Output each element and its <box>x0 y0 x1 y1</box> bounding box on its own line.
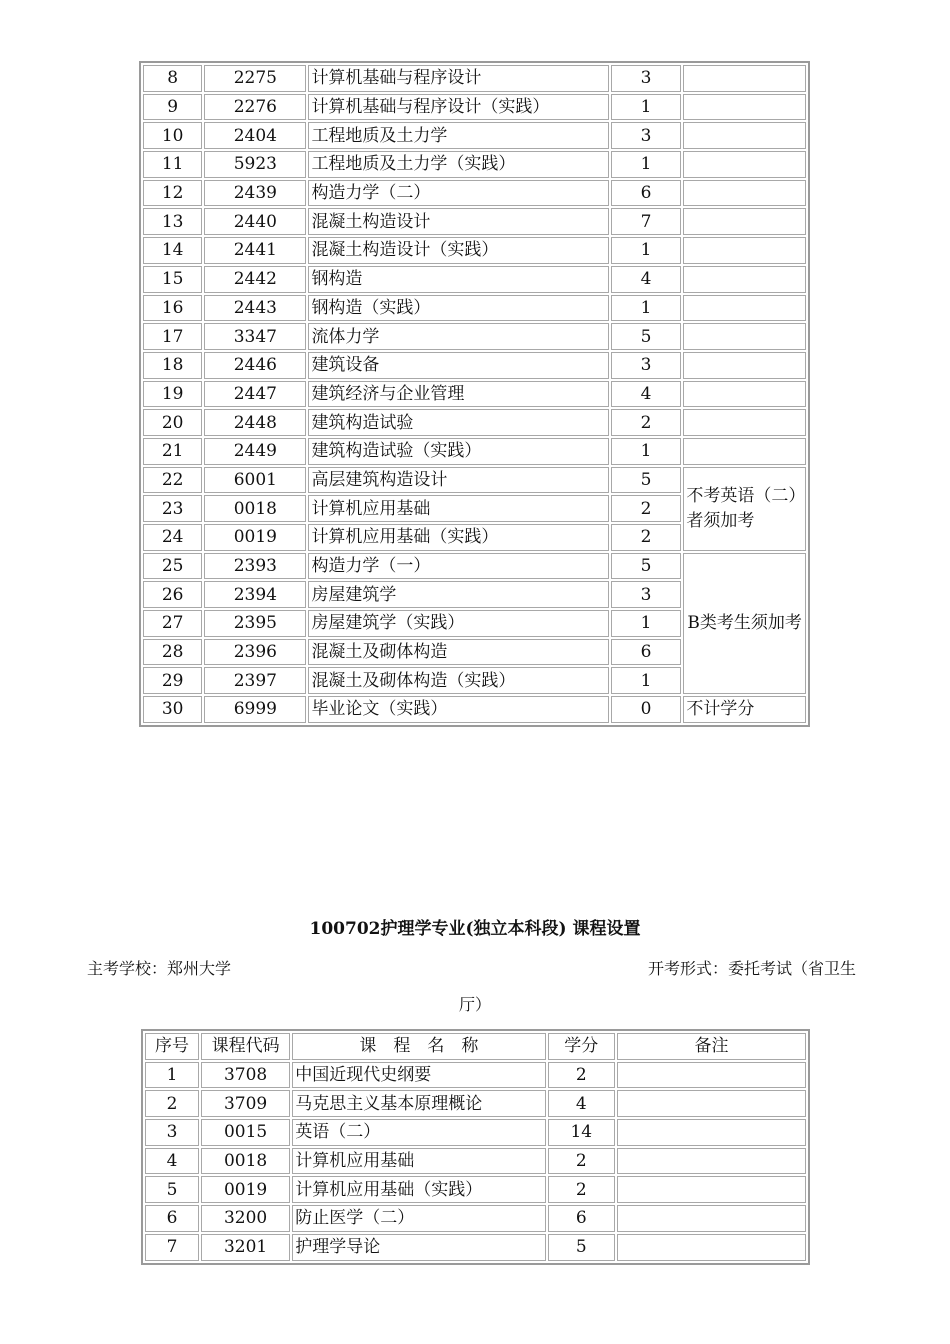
table-row <box>145 1234 806 1261</box>
course-code: 6999 <box>204 696 306 723</box>
course-name: 计算机应用基础（实践） <box>308 524 608 551</box>
course-credits: 5 <box>611 323 682 350</box>
remarks-cell <box>683 208 806 235</box>
table-row <box>143 266 806 293</box>
course-code: 2440 <box>204 208 306 235</box>
table-row <box>143 65 806 92</box>
row-index: 8 <box>143 65 202 92</box>
header-course-name: 课 程 名 称 <box>292 1033 545 1060</box>
course-credits: 7 <box>611 208 682 235</box>
course-name: 中国近现代史纲要 <box>292 1062 545 1089</box>
course-credits: 2 <box>611 495 682 522</box>
course-credits: 1 <box>611 151 682 178</box>
remarks-cell <box>683 295 806 322</box>
course-credits: 3 <box>611 65 682 92</box>
table-row <box>143 180 806 207</box>
remarks-cell <box>617 1062 806 1089</box>
course-credits: 2 <box>611 524 682 551</box>
course-code: 3708 <box>201 1062 290 1089</box>
remarks-thesis-note: 不计学分 <box>683 696 806 723</box>
header-code: 课程代码 <box>201 1033 290 1060</box>
course-credits: 6 <box>548 1205 615 1232</box>
remarks-cell <box>683 381 806 408</box>
row-index: 28 <box>143 639 202 666</box>
row-index: 14 <box>143 237 202 264</box>
table-row <box>143 295 806 322</box>
row-index: 22 <box>143 467 202 494</box>
course-code: 3200 <box>201 1205 290 1232</box>
course-code: 2446 <box>204 352 306 379</box>
course-name: 工程地质及土力学 <box>308 122 608 149</box>
remarks-cell <box>617 1176 806 1203</box>
row-index: 16 <box>143 295 202 322</box>
course-credits: 1 <box>611 295 682 322</box>
course-name: 计算机应用基础（实践） <box>292 1176 545 1203</box>
course-name: 建筑构造试验 <box>308 409 608 436</box>
course-code: 0019 <box>204 524 306 551</box>
course-code: 6001 <box>204 467 306 494</box>
remarks-cell <box>617 1090 806 1117</box>
table-row <box>143 208 806 235</box>
course-credits: 6 <box>611 639 682 666</box>
course-name: 混凝土构造设计（实践） <box>308 237 608 264</box>
row-index: 18 <box>143 352 202 379</box>
course-credits: 1 <box>611 438 682 465</box>
remarks-cell <box>683 94 806 121</box>
course-name: 高层建筑构造设计 <box>308 467 608 494</box>
course-name: 建筑经济与企业管理 <box>308 381 608 408</box>
row-index: 21 <box>143 438 202 465</box>
table-row <box>143 409 806 436</box>
course-name: 建筑设备 <box>308 352 608 379</box>
row-index: 24 <box>143 524 202 551</box>
course-name: 防止医学（二） <box>292 1205 545 1232</box>
table-row <box>145 1090 806 1117</box>
table-row <box>143 438 806 465</box>
remarks-cell <box>617 1119 806 1146</box>
course-code: 2404 <box>204 122 306 149</box>
table-row <box>143 94 806 121</box>
remarks-cell <box>683 122 806 149</box>
course-code: 5923 <box>204 151 306 178</box>
remarks-cell <box>617 1205 806 1232</box>
course-code: 2442 <box>204 266 306 293</box>
course-credits: 4 <box>611 381 682 408</box>
row-index: 12 <box>143 180 202 207</box>
table-row <box>143 467 806 494</box>
course-name: 房屋建筑学（实践） <box>308 610 608 637</box>
course-code: 2447 <box>204 381 306 408</box>
table-row <box>145 1205 806 1232</box>
course-code: 2275 <box>204 65 306 92</box>
section-title: 100702护理学专业(独立本科段) 课程设置 <box>309 919 641 939</box>
remarks-cell <box>683 180 806 207</box>
row-index: 6 <box>145 1205 199 1232</box>
course-name: 计算机基础与程序设计（实践） <box>308 94 608 121</box>
course-name: 工程地质及土力学（实践） <box>308 151 608 178</box>
course-code: 0019 <box>201 1176 290 1203</box>
course-name: 混凝土构造设计 <box>308 208 608 235</box>
course-credits: 1 <box>611 667 682 694</box>
course-name: 构造力学（一） <box>308 553 608 580</box>
course-code: 2276 <box>204 94 306 121</box>
course-name: 毕业论文（实践） <box>308 696 608 723</box>
course-name: 计算机应用基础 <box>308 495 608 522</box>
course-credits: 3 <box>611 122 682 149</box>
remarks-cell <box>683 409 806 436</box>
course-credits: 0 <box>611 696 682 723</box>
row-index: 30 <box>143 696 202 723</box>
course-credits: 4 <box>548 1090 615 1117</box>
table-row <box>145 1119 806 1146</box>
course-credits: 1 <box>611 610 682 637</box>
row-index: 2 <box>145 1090 199 1117</box>
course-code: 2441 <box>204 237 306 264</box>
course-name: 建筑构造试验（实践） <box>308 438 608 465</box>
row-index: 9 <box>143 94 202 121</box>
row-index: 1 <box>145 1062 199 1089</box>
nursing-course-table <box>141 1029 810 1265</box>
remarks-english-note: 不考英语（二）者须加考 <box>683 467 806 551</box>
table-row <box>143 237 806 264</box>
remarks-cell <box>683 65 806 92</box>
course-code: 2394 <box>204 581 306 608</box>
table-row <box>143 381 806 408</box>
remarks-b-note: B类考生须加考 <box>683 553 806 694</box>
course-name: 房屋建筑学 <box>308 581 608 608</box>
course-code: 2393 <box>204 553 306 580</box>
row-index: 27 <box>143 610 202 637</box>
header-credits: 学分 <box>548 1033 615 1060</box>
table-row <box>145 1148 806 1175</box>
row-index: 23 <box>143 495 202 522</box>
course-credits: 3 <box>611 352 682 379</box>
row-index: 4 <box>145 1148 199 1175</box>
course-code: 3201 <box>201 1234 290 1261</box>
course-code: 0018 <box>204 495 306 522</box>
remarks-cell <box>683 237 806 264</box>
row-index: 13 <box>143 208 202 235</box>
course-code: 2439 <box>204 180 306 207</box>
course-credits: 4 <box>611 266 682 293</box>
table-row <box>143 352 806 379</box>
row-index: 26 <box>143 581 202 608</box>
remarks-cell <box>683 352 806 379</box>
course-credits: 14 <box>548 1119 615 1146</box>
course-code: 2397 <box>204 667 306 694</box>
course-table-continued <box>139 61 810 727</box>
table-row <box>145 1176 806 1203</box>
row-index: 3 <box>145 1119 199 1146</box>
table-row <box>143 323 806 350</box>
course-credits: 3 <box>611 581 682 608</box>
course-credits: 1 <box>611 237 682 264</box>
table-header-row <box>145 1033 806 1060</box>
host-school: 主考学校：郑州大学 <box>87 959 232 978</box>
row-index: 10 <box>143 122 202 149</box>
course-code: 0018 <box>201 1148 290 1175</box>
remarks-cell <box>683 266 806 293</box>
remarks-cell <box>617 1148 806 1175</box>
course-credits: 5 <box>611 467 682 494</box>
exam-form: 开考形式：委托考试（省卫生 <box>648 959 857 978</box>
course-credits: 2 <box>548 1062 615 1089</box>
course-code: 2443 <box>204 295 306 322</box>
course-name: 英语（二） <box>292 1119 545 1146</box>
course-name: 钢构造 <box>308 266 608 293</box>
row-index: 20 <box>143 409 202 436</box>
course-code: 2395 <box>204 610 306 637</box>
course-name: 计算机应用基础 <box>292 1148 545 1175</box>
row-index: 7 <box>145 1234 199 1261</box>
exam-form-continued: 厅） <box>459 995 492 1014</box>
course-code: 0015 <box>201 1119 290 1146</box>
course-name: 护理学导论 <box>292 1234 545 1261</box>
row-index: 11 <box>143 151 202 178</box>
row-index: 29 <box>143 667 202 694</box>
course-code: 2449 <box>204 438 306 465</box>
course-name: 计算机基础与程序设计 <box>308 65 608 92</box>
course-name: 混凝土及砌体构造（实践） <box>308 667 608 694</box>
course-name: 混凝土及砌体构造 <box>308 639 608 666</box>
course-credits: 5 <box>611 553 682 580</box>
course-name: 流体力学 <box>308 323 608 350</box>
remarks-cell <box>683 323 806 350</box>
row-index: 17 <box>143 323 202 350</box>
header-remarks: 备注 <box>617 1033 806 1060</box>
course-code: 2396 <box>204 639 306 666</box>
course-name: 马克思主义基本原理概论 <box>292 1090 545 1117</box>
course-credits: 2 <box>548 1176 615 1203</box>
course-credits: 2 <box>611 409 682 436</box>
course-code: 3347 <box>204 323 306 350</box>
table-row <box>143 553 806 580</box>
remarks-cell <box>683 438 806 465</box>
row-index: 25 <box>143 553 202 580</box>
course-name: 构造力学（二） <box>308 180 608 207</box>
remarks-cell <box>683 151 806 178</box>
table-row <box>145 1062 806 1089</box>
course-name: 钢构造（实践） <box>308 295 608 322</box>
table-row <box>143 122 806 149</box>
course-credits: 5 <box>548 1234 615 1261</box>
table-row <box>143 151 806 178</box>
course-credits: 2 <box>548 1148 615 1175</box>
row-index: 15 <box>143 266 202 293</box>
row-index: 19 <box>143 381 202 408</box>
course-code: 3709 <box>201 1090 290 1117</box>
remarks-cell <box>617 1234 806 1261</box>
row-index: 5 <box>145 1176 199 1203</box>
table-row <box>143 696 806 723</box>
course-credits: 6 <box>611 180 682 207</box>
course-credits: 1 <box>611 94 682 121</box>
course-code: 2448 <box>204 409 306 436</box>
header-index: 序号 <box>145 1033 199 1060</box>
